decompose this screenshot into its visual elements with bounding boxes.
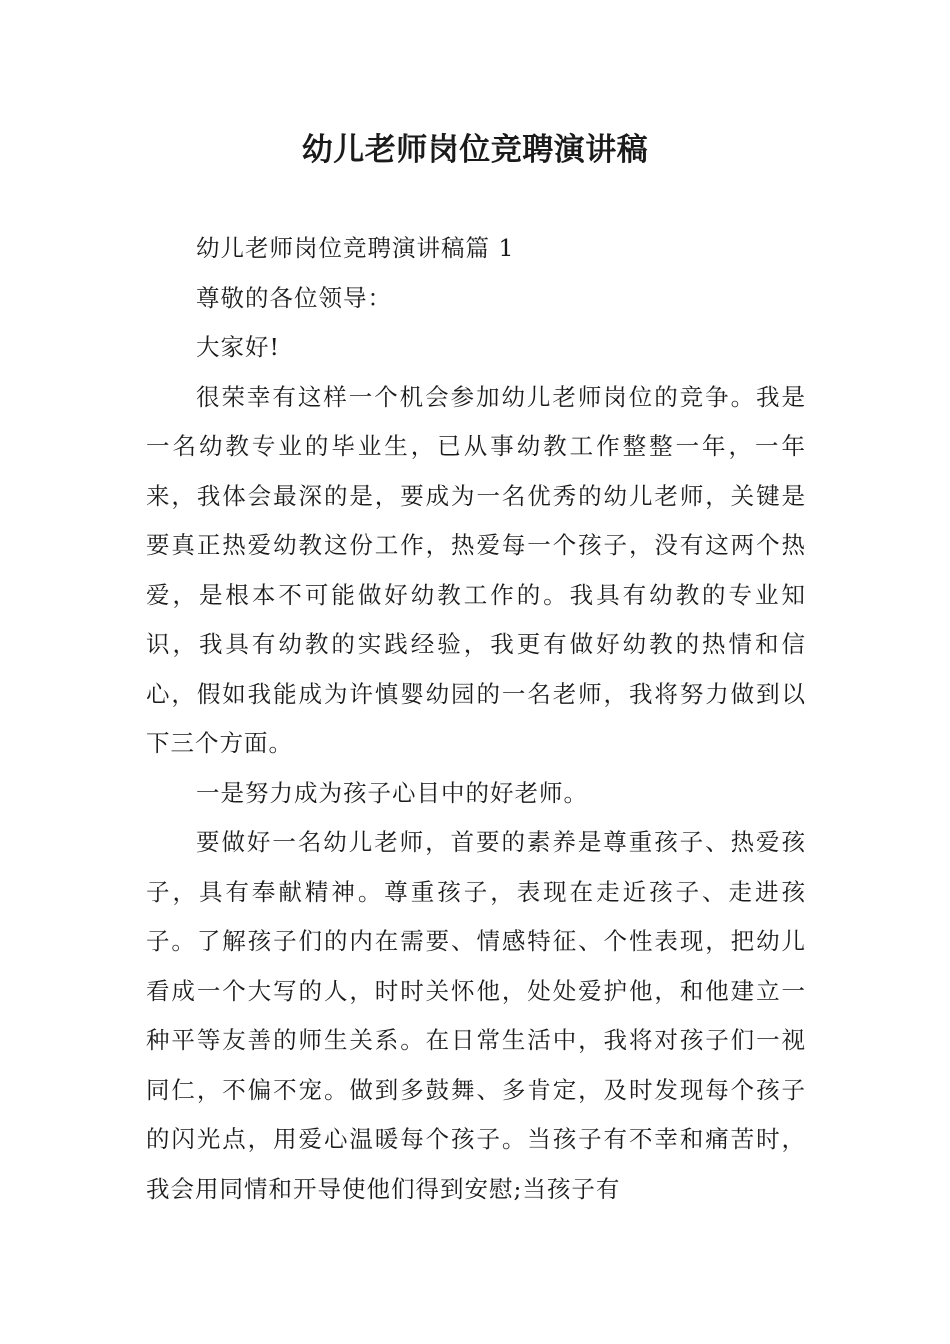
greeting: 大家好! [196,333,280,361]
section-heading: 幼儿老师岗位竞聘演讲稿篇 1 [196,234,515,262]
document-body [146,224,806,1214]
salutation: 尊敬的各位领导： [196,283,392,312]
paragraph-body: 要做好一名幼儿老师，首要的素养是尊重孩子、热爱孩子，具有奉献精神。尊重孩子，表现在走近孩子、走进孩子。了解孩子们的内在需要、情感特征、个性表现，把幼儿看成一个大写的人，时时关怀他，处处爱护他，和他建立一种平等友善的师生关系。在日常生活中，我将对孩子们一视同仁，不偏不宠。做到多鼓舞、多肯定，及时发现每个孩子的闪光点，用爱心温暖每个孩子。当孩子有不幸和痛苦时，我会用同情和开导使他们得到安慰;当孩子有 [146,828,806,1203]
document-title: 幼儿老师岗位竞聘演讲稿 [301,132,649,168]
paragraph-point-one: 一是努力成为孩子心目中的好老师。 [196,778,588,807]
paragraph-intro: 很荣幸有这样一个机会参加幼儿老师岗位的竞争。我是一名幼教专业的毕业生，已从事幼教工作整整一年，一年来，我体会最深的是，要成为一名优秀的幼儿老师，关键是要真正热爱幼教这份工作，热爱每一个孩子，没有这两个热爱，是根本不可能做好幼教工作的。我具有幼教的专业知识，我具有幼教的实践经验，我更有做好幼教的热情和信心，假如我能成为许慎婴幼园的一名老师，我将努力做到以下三个方面。 [146,382,806,757]
